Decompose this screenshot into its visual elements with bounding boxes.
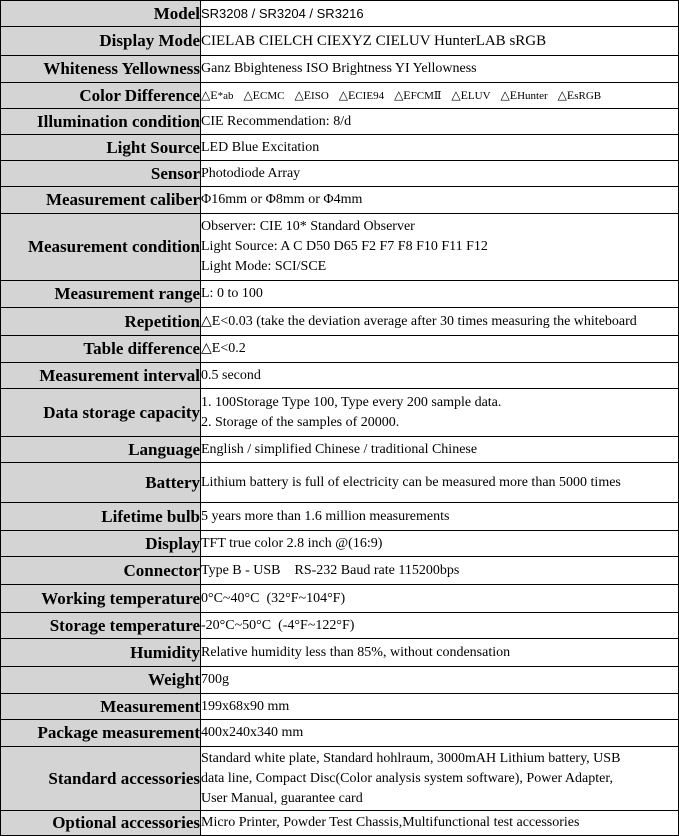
spec-value: English / simplified Chinese / traditional Chinese [201,437,679,463]
color-difference-item: △EFCMⅡ [394,88,442,102]
spec-row-display [1,531,679,557]
spec-value: Photodiode Array [201,161,679,187]
spec-value: Relative humidity less than 85%, without condensation [201,639,679,667]
spec-row-storage-temperature [1,613,679,639]
spec-value-line: 1. 100Storage Type 100, Type every 200 sample data. [201,394,502,410]
spec-row-humidity [1,639,679,667]
spec-value: -20°C~50°C (-4°F~122°F) [201,613,679,639]
spec-row-whiteness [1,56,679,83]
spec-value-line: data line, Compact Disc(Color analysis system software), Power Adapter, [201,770,613,786]
spec-row-standard-accessories [1,747,679,811]
spec-value: CIE Recommendation: 8/d [201,109,679,135]
spec-row-color-difference [1,83,679,109]
spec-label: Model [1,1,201,27]
spec-label: Display Mode [1,27,201,56]
spec-label: Optional accessories [1,811,201,836]
spec-row-caliber [1,187,679,214]
spec-value-line: Standard white plate, Standard hohlraum, 3000mAH Lithium battery, USB [201,750,621,766]
spec-row-package-measurement [1,720,679,747]
spec-label: Working temperature [1,585,201,613]
spec-value: TFT true color 2.8 inch @(16:9) [201,531,679,557]
spec-value: Φ16mm or Φ8mm or Φ4mm [201,187,679,214]
spec-row-light-source [1,135,679,161]
spec-row-display-mode [1,27,679,56]
spec-value: 5 years more than 1.6 million measurements [201,503,679,531]
spec-row-model [1,1,679,27]
color-difference-list [201,83,679,109]
spec-label: Illumination condition [1,109,201,135]
spec-row-table-difference [1,336,679,363]
spec-row-battery [1,463,679,503]
color-difference-item: △EHunter [500,88,548,102]
spec-label: Package measurement [1,720,201,747]
spec-row-measurement [1,694,679,720]
spec-label: Humidity [1,639,201,667]
spec-label: Data storage capacity [1,389,201,437]
spec-value: Ganz Bbighteness ISO Brightness YI Yellowness [201,56,679,83]
spec-value-line: Observer: CIE 10* Standard Observer [201,219,415,234]
spec-row-interval [1,363,679,389]
spec-value: △E<0.2 [201,336,679,363]
spec-label: Lifetime bulb [1,503,201,531]
spec-label: Measurement condition [1,214,201,281]
spec-value-line: 2. Storage of the samples of 20000. [201,414,400,430]
spec-row-repetition [1,308,679,336]
spec-label: Weight [1,667,201,694]
spec-value: 700g [201,667,679,694]
spec-label: Measurement range [1,281,201,308]
spec-label: Standard accessories [1,747,201,811]
spec-row-sensor [1,161,679,187]
spec-value: 0.5 second [201,363,679,389]
spec-value: Lithium battery is full of electricity can be measured more than 5000 times [201,463,679,503]
color-difference-item: △ECMC [243,88,285,102]
spec-value [201,747,679,811]
spec-value-line: Light Source: A C D50 D65 F2 F7 F8 F10 F11 F12 [201,239,488,254]
spec-value-line: User Manual, guarantee card [201,790,363,806]
spec-label: Measurement caliber [1,187,201,214]
spec-label: Table difference [1,336,201,363]
color-difference-item: △ELUV [451,88,491,102]
spec-row-optional-accessories [1,811,679,836]
spec-row-connector [1,557,679,585]
spec-value [201,389,679,437]
spec-value: LED Blue Excitation [201,135,679,161]
spec-value: CIELAB CIELCH CIEXYZ CIELUV HunterLAB sRGB [201,27,679,56]
spec-label: Measurement interval [1,363,201,389]
spec-label: Whiteness Yellowness [1,56,201,83]
spec-label: Display [1,531,201,557]
color-difference-item: △EsRGB [557,88,602,102]
spec-value: SR3208 / SR3204 / SR3216 [201,1,679,27]
spec-label: Repetition [1,308,201,336]
spec-value: 199x68x90 mm [201,694,679,720]
spec-label: Connector [1,557,201,585]
spec-label: Storage temperature [1,613,201,639]
spec-value: △E<0.03 (take the deviation average after 30 times measuring the whiteboard [201,308,679,336]
spec-row-lifetime-bulb [1,503,679,531]
spec-value-line: Light Mode: SCI/SCE [201,259,327,274]
spec-row-weight [1,667,679,694]
color-difference-item: △EISO [294,88,329,102]
spec-label: Battery [1,463,201,503]
spec-row-language [1,437,679,463]
spec-row-measurement-condition [1,214,679,281]
spec-label: Sensor [1,161,201,187]
spec-row-working-temperature [1,585,679,613]
spec-value: L: 0 to 100 [201,281,679,308]
spec-row-storage-capacity [1,389,679,437]
spec-label: Language [1,437,201,463]
spec-row-range [1,281,679,308]
spec-label: Measurement [1,694,201,720]
spec-value: Micro Printer, Powder Test Chassis,Multifunctional test accessories [201,811,679,836]
spec-value: Type B - USB RS-232 Baud rate 115200bps [201,557,679,585]
color-difference-item: △E*ab [201,88,234,102]
spec-value: 0°C~40°C (32°F~104°F) [201,585,679,613]
spec-value: 400x240x340 mm [201,720,679,747]
spec-value [201,214,679,281]
spec-label: Color Difference [1,83,201,109]
spec-label: Light Source [1,135,201,161]
spec-row-illumination [1,109,679,135]
color-difference-item: △ECIE94 [338,88,385,102]
